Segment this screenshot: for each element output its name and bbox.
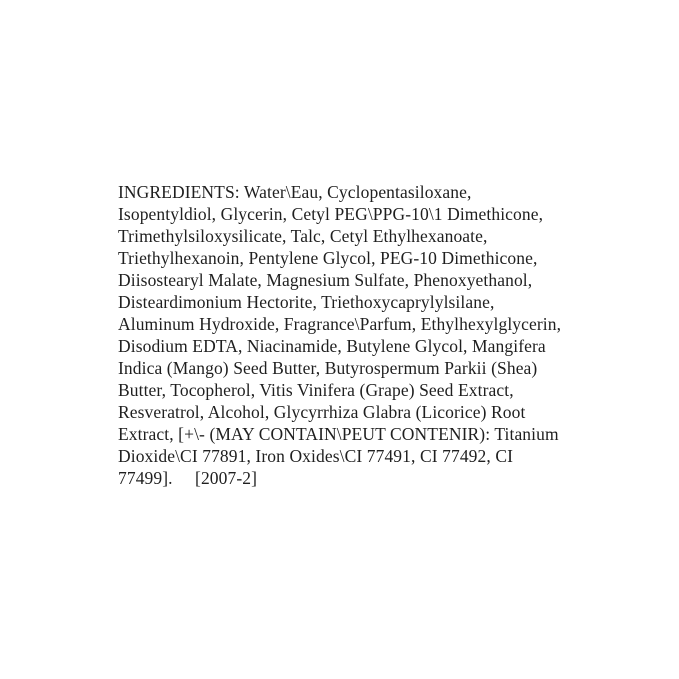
ingredients-line: Triethylhexanoin, Pentylene Glycol, PEG-10 Dimethicone,	[118, 248, 538, 268]
ingredients-line: Extract, [+\- (MAY CONTAIN\PEUT CONTENIR): Titanium	[118, 424, 559, 444]
ingredients-line: Disteardimonium Hectorite, Triethoxycaprylylsilane,	[118, 292, 495, 312]
ingredients-line: Trimethylsiloxysilicate, Talc, Cetyl Ethylhexanoate,	[118, 226, 488, 246]
ingredients-line: Aluminum Hydroxide, Fragrance\Parfum, Ethylhexylglycerin,	[118, 314, 562, 334]
ingredients-line: Dioxide\CI 77891, Iron Oxides\CI 77491, CI 77492, CI	[118, 446, 514, 466]
ingredients-line: Resveratrol, Alcohol, Glycyrrhiza Glabra (Licorice) Root	[118, 402, 526, 422]
ingredients-line: Indica (Mango) Seed Butter, Butyrospermum Parkii (Shea)	[118, 358, 538, 378]
ingredients-line: Butter, Tocopherol, Vitis Vinifera (Grape) Seed Extract,	[118, 380, 514, 400]
ingredients-paragraph	[118, 181, 578, 489]
ingredients-line: INGREDIENTS: Water\Eau, Cyclopentasiloxane,	[118, 182, 472, 202]
ingredients-line: 77499]. [2007-2]	[118, 468, 258, 488]
ingredients-line: Isopentyldiol, Glycerin, Cetyl PEG\PPG-10\1 Dimethicone,	[118, 204, 544, 224]
ingredients-line: Diisostearyl Malate, Magnesium Sulfate, Phenoxyethanol,	[118, 270, 533, 290]
ingredients-line: Disodium EDTA, Niacinamide, Butylene Glycol, Mangifera	[118, 336, 546, 356]
